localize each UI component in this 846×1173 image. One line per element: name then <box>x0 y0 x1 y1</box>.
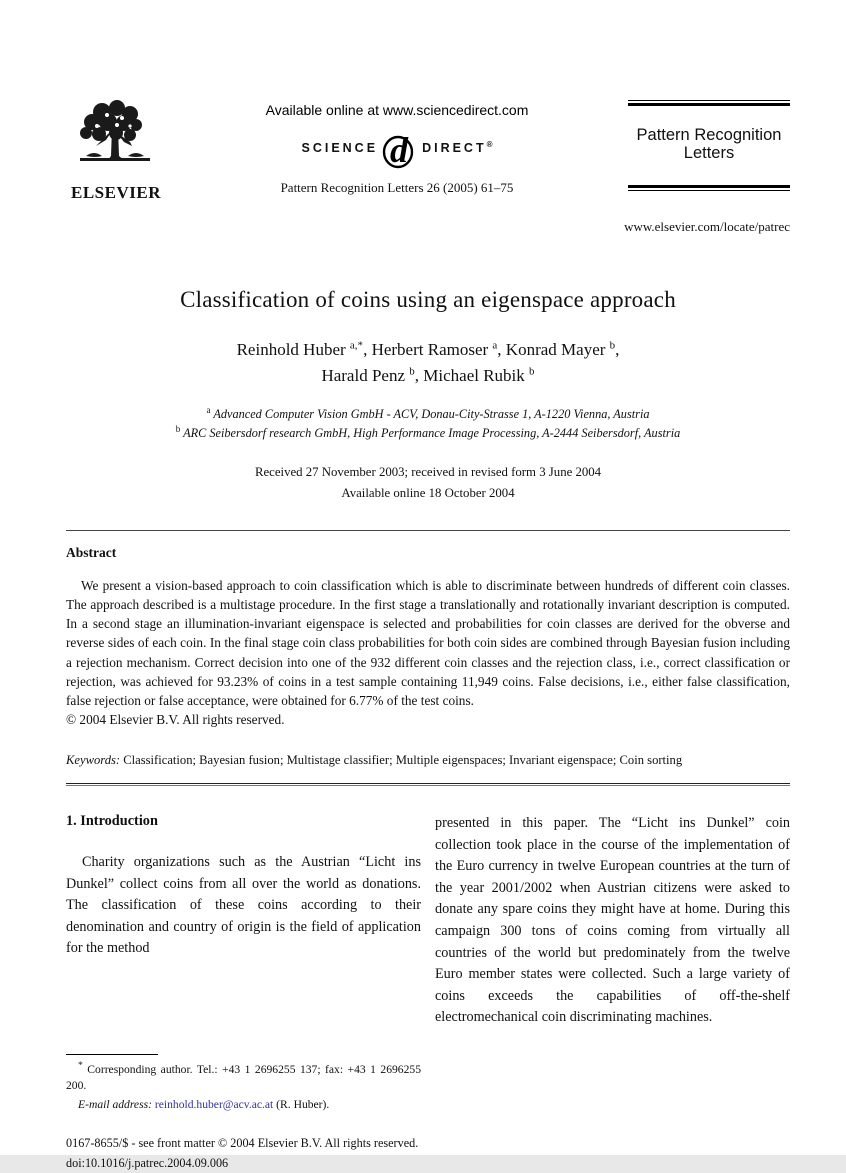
science-wordmark: SCIENCE <box>301 141 379 155</box>
right-column <box>435 813 790 1113</box>
affiliation-line: $^b$ ARC Seibersdorf research GmbH, High Performance Image Processing, A-2444 Seibersdorf, Austria <box>175 423 681 441</box>
author-line: Reinhold Huber $^{a,*}$, Herbert Ramoser $^a$, Konrad Mayer $^b$, <box>236 339 620 359</box>
keywords-text: Classification; Bayesian fusion; Multistage classifier; Multiple eigenspaces; Invariant eigenspace; Coin sorting <box>120 753 683 768</box>
email-tail: (R. Huber). <box>273 1097 330 1111</box>
email-label: E-mail address: <box>78 1097 152 1111</box>
footnote-email-line <box>66 1097 421 1113</box>
journal-website-link[interactable]: www.elsevier.com/locate/patrec <box>624 219 790 234</box>
date-line: Received 27 November 2003; received in revised form 3 June 2004 <box>254 465 602 480</box>
header-center <box>166 98 628 196</box>
footnote-marker: * <box>78 1059 83 1071</box>
elsevier-logo <box>66 98 166 203</box>
svg-text:d: d <box>390 130 409 170</box>
issn-line: 0167-8655/$ - see front matter © 2004 Elsevier B.V. All rights reserved. <box>66 1136 419 1151</box>
introduction-paragraph-left: Charity organizations such as the Austrian “Licht ins Dunkel” collect coins from all over the world as donations. The classification of these coins according to their denomination and country of origin is the field of application for the method <box>66 854 421 957</box>
introduction-heading: 1. Introduction <box>66 813 158 830</box>
double-rule-bottom-thin <box>628 190 790 191</box>
received-dates <box>66 462 790 503</box>
available-online-text: Available online at www.sciencedirect.com <box>265 102 529 118</box>
email-link[interactable]: reinhold.huber@acv.ac.at <box>154 1097 274 1111</box>
body-columns <box>66 813 790 1113</box>
registered-mark-icon: ® <box>486 140 493 150</box>
keywords-label: Keywords: <box>66 753 121 768</box>
journal-header <box>66 98 790 203</box>
sciencedirect-d-icon <box>380 126 420 170</box>
abstract-text: We present a vision-based approach to coin classification which is able to discriminate between hundreds of different coin classes. The approach described is a multistage procedure. In the first stage a translationally and rotationally invariant description is computed. In a second stage an illumination-invariant eigenspace is selected and probabilities for coin classes are derived for the obverse and reverse sides of each coin. In the final stage coin class probabilities for both coin sides are combined through Bayesian fusion including a rejection mechanism. Correct decision into one of the 932 different coin classes and the rejection class, i.e., correct classification or rejection, was achieved for 93.23% of coins in a test sample containing 11,949 coins. False decisions, i.e., either false classification, false rejection or false acceptance, were obtained for 6.77% of the test coins. <box>66 578 790 708</box>
article-title: Classification of coins using an eigenspace approach <box>180 287 676 312</box>
doi-line: doi:10.1016/j.patrec.2004.09.006 <box>66 1156 229 1171</box>
journal-citation: Pattern Recognition Letters 26 (2005) 61–75 <box>280 180 514 195</box>
left-column <box>66 813 421 1113</box>
page-footer <box>66 1133 790 1173</box>
direct-wordmark: DIRECT® <box>422 140 493 156</box>
abstract-heading: Abstract <box>66 545 117 561</box>
date-line: Available online 18 October 2004 <box>341 485 515 500</box>
introduction-paragraph-right: presented in this paper. The “Licht ins Dunkel” coin collection took place in the course of the implementation of the Euro currency in twelve European countries at the turn of the year 2001/2002 when Austrian citizens were asked to donate any spare coins they might have at home. During this campaign 300 tons of coins coming from virtually all countries of the world but predominately from the twelve Euro member states were collected. Such a large variety of coins exceeds the capabilities of off-the-shelf electromechanical coin discriminating machines. <box>435 815 790 1026</box>
sciencedirect-logo <box>166 126 628 170</box>
keywords-line <box>66 753 790 768</box>
journal-website-row <box>66 219 790 235</box>
abstract-top-rule <box>66 530 790 531</box>
author-list <box>66 337 790 388</box>
footnote-text: * Corresponding author. Tel.: +43 1 2696255 137; fax: +43 1 2696255 200. <box>66 1059 421 1093</box>
corresponding-author-footnote <box>66 1044 421 1113</box>
affiliation-list <box>66 405 790 443</box>
abstract-section <box>66 545 790 729</box>
affiliation-line: $^a$ Advanced Computer Vision GmbH - ACV, Donau-City-Strasse 1, A-1220 Vienna, Austria <box>206 404 650 421</box>
elsevier-tree-icon <box>72 98 160 176</box>
elsevier-wordmark: ELSEVIER <box>71 183 161 202</box>
section-divider-rule <box>66 783 790 786</box>
double-rule-bottom-thick <box>628 185 790 188</box>
double-rule-top-thin <box>628 100 790 101</box>
footnote-rule <box>66 1054 158 1055</box>
abstract-copyright: © 2004 Elsevier B.V. All rights reserved. <box>66 712 285 728</box>
journal-name: Pattern Recognition Letters <box>636 126 782 163</box>
author-line: Harald Penz $^b$, Michael Rubik $^b$ <box>321 364 535 385</box>
journal-name-box <box>628 98 790 191</box>
